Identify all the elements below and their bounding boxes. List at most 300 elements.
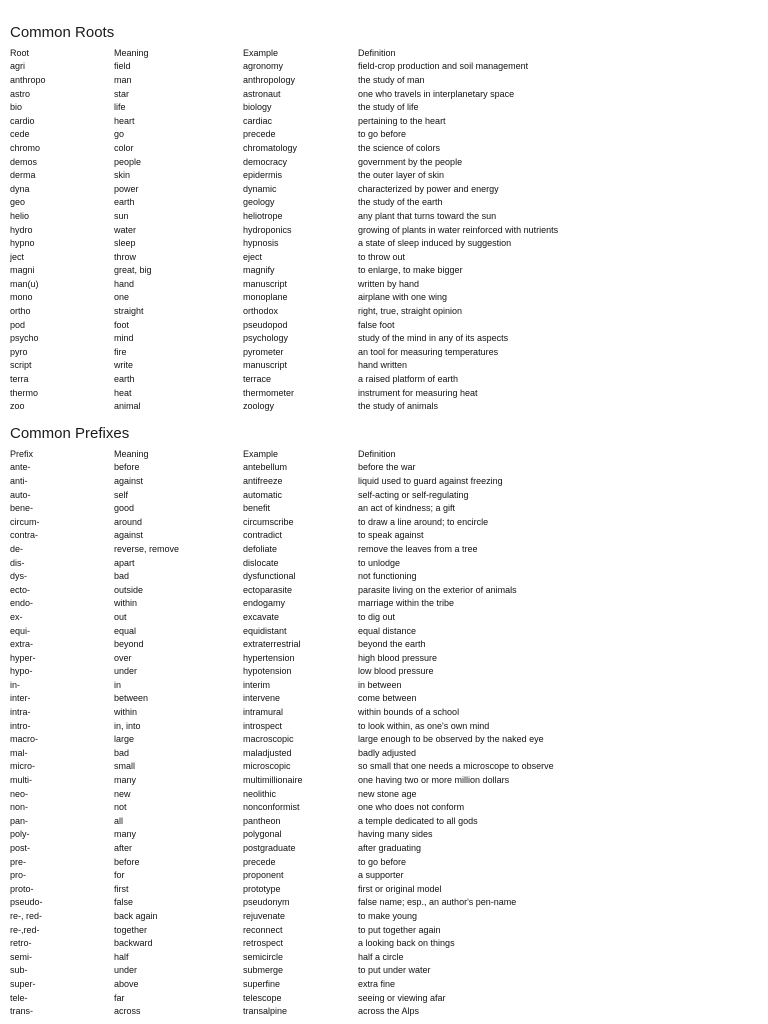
table-row <box>10 488 758 502</box>
cell-definition: the study of the earth <box>358 197 443 208</box>
cell-term: cede <box>10 129 30 140</box>
table-row <box>10 100 758 114</box>
table-row <box>10 168 758 182</box>
table-row <box>10 474 758 488</box>
cell-term: macro- <box>10 734 39 745</box>
cell-meaning: small <box>114 761 136 772</box>
cell-meaning: write <box>114 360 134 371</box>
cell-meaning: out <box>114 611 127 622</box>
table-row <box>10 529 758 543</box>
cell-term: circum- <box>10 516 40 527</box>
cell-meaning: above <box>114 978 139 989</box>
cell-meaning: over <box>114 652 132 663</box>
cell-definition: the study of life <box>358 102 419 113</box>
cell-definition: to put together again <box>358 924 441 935</box>
table-row <box>10 610 758 624</box>
cell-meaning: across <box>114 1006 141 1017</box>
cell-meaning: man <box>114 74 132 85</box>
table-row <box>10 1004 758 1018</box>
cell-definition: government by the people <box>358 156 463 167</box>
cell-meaning: bad <box>114 747 130 758</box>
table-row <box>10 909 758 923</box>
cell-meaning: field <box>114 61 131 72</box>
cell-meaning: against <box>114 530 144 541</box>
cell-term: pod <box>10 319 26 330</box>
cell-meaning: earth <box>114 197 135 208</box>
cell-term: dys- <box>10 571 28 582</box>
cell-definition: an act of kindness; a gift <box>358 503 456 514</box>
cell-meaning: under <box>114 965 138 976</box>
cell-definition: half a circle <box>358 951 404 962</box>
cell-term: pyro <box>10 346 28 357</box>
cell-term: re-, red- <box>10 910 43 921</box>
header-example: Example <box>243 448 279 459</box>
cell-definition: one who travels in interplanetary space <box>358 88 515 99</box>
cell-example: polygonal <box>243 829 282 840</box>
cell-meaning: sleep <box>114 238 136 249</box>
table-row <box>10 665 758 679</box>
cell-term: contra- <box>10 530 39 541</box>
cell-definition: extra fine <box>358 978 396 989</box>
cell-meaning: go <box>114 129 125 140</box>
table-row <box>10 814 758 828</box>
cell-meaning: self <box>114 489 129 500</box>
cell-term: chromo <box>10 142 41 153</box>
cell-term: retro- <box>10 938 32 949</box>
cell-example: retrospect <box>243 938 284 949</box>
table-row <box>10 936 758 950</box>
cell-example: excavate <box>243 611 280 622</box>
cell-meaning: new <box>114 788 131 799</box>
cell-meaning: back again <box>114 910 158 921</box>
header-definition: Definition <box>358 47 396 58</box>
cell-example: introspect <box>243 720 283 731</box>
table-row <box>10 345 758 359</box>
cell-example: zoology <box>243 401 275 412</box>
cell-definition: the science of colors <box>358 142 441 153</box>
cell-definition: before the war <box>358 462 416 473</box>
cell-term: bene- <box>10 503 34 514</box>
header-meaning: Meaning <box>114 448 149 459</box>
table-row <box>10 624 758 638</box>
cell-term: thermo <box>10 387 39 398</box>
cell-example: hypnosis <box>243 238 279 249</box>
cell-definition: having many sides <box>358 829 433 840</box>
cell-definition: to speak against <box>358 530 424 541</box>
cell-definition: to unlodge <box>358 557 401 568</box>
cell-example: extraterrestrial <box>243 639 301 650</box>
cell-meaning: star <box>114 88 130 99</box>
cell-example: prototype <box>243 883 281 894</box>
cell-meaning: straight <box>114 306 144 317</box>
table-row <box>10 950 758 964</box>
cell-example: macroscopic <box>243 734 294 745</box>
cell-example: contradict <box>243 530 283 541</box>
cell-meaning: before <box>114 462 140 473</box>
cell-term: pre- <box>10 856 27 867</box>
cell-example: defoliate <box>243 543 278 554</box>
prefixes-title: Common Prefixes <box>10 425 130 442</box>
cell-definition: to throw out <box>358 251 406 262</box>
prefixes-table-body <box>10 461 758 1018</box>
cell-meaning: in, into <box>114 720 141 731</box>
cell-example: eject <box>243 251 263 262</box>
cell-example: submerge <box>243 965 284 976</box>
cell-term: hyper- <box>10 652 36 663</box>
cell-meaning: not <box>114 802 127 813</box>
roots-section <box>10 24 758 413</box>
cell-example: benefit <box>243 503 271 514</box>
cell-term: ex- <box>10 611 23 622</box>
cell-definition: to put under water <box>358 965 431 976</box>
cell-example: antifreeze <box>243 475 283 486</box>
cell-meaning: skin <box>114 170 131 181</box>
cell-definition: any plant that turns toward the sun <box>358 210 497 221</box>
cell-term: agri <box>10 61 26 72</box>
cell-definition: to enlarge, to make bigger <box>358 265 463 276</box>
cell-term: equi- <box>10 625 31 636</box>
cell-term: poly- <box>10 829 30 840</box>
cell-example: precede <box>243 129 276 140</box>
cell-definition: liquid used to guard against freezing <box>358 475 503 486</box>
cell-definition: after graduating <box>358 843 422 854</box>
cell-definition: parasite living on the exterior of animals <box>358 584 517 595</box>
cell-example: terrace <box>243 374 272 385</box>
cell-example: geology <box>243 197 275 208</box>
cell-meaning: backward <box>114 938 153 949</box>
roots-title: Common Roots <box>10 24 115 41</box>
cell-meaning: false <box>114 897 134 908</box>
table-row <box>10 461 758 475</box>
table-row <box>10 855 758 869</box>
cell-example: pseudonym <box>243 897 290 908</box>
cell-term: de- <box>10 543 24 554</box>
cell-meaning: far <box>114 992 125 1003</box>
cell-term: script <box>10 360 32 371</box>
cell-definition: remove the leaves from a tree <box>358 543 478 554</box>
table-row <box>10 318 758 332</box>
cell-meaning: foot <box>114 319 130 330</box>
cell-term: psycho <box>10 333 39 344</box>
cell-term: hydro <box>10 224 33 235</box>
cell-meaning: life <box>114 102 126 113</box>
cell-term: trans- <box>10 1006 34 1017</box>
header-definition: Definition <box>358 448 396 459</box>
cell-example: microscopic <box>243 761 291 772</box>
cell-term: re-,red- <box>10 924 40 935</box>
table-row <box>10 583 758 597</box>
cell-term: endo- <box>10 598 34 609</box>
cell-meaning: together <box>114 924 148 935</box>
cell-definition: high blood pressure <box>358 652 438 663</box>
cell-definition: right, true, straight opinion <box>358 306 463 317</box>
table-row <box>10 236 758 250</box>
cell-example: precede <box>243 856 276 867</box>
cell-term: intro- <box>10 720 31 731</box>
table-row <box>10 196 758 210</box>
roots-header-row <box>10 46 758 60</box>
cell-term: helio <box>10 210 30 221</box>
cell-definition: to dig out <box>358 611 396 622</box>
cell-term: mal- <box>10 747 28 758</box>
cell-definition: the study of animals <box>358 401 439 412</box>
cell-definition: low blood pressure <box>358 666 434 677</box>
table-row <box>10 209 758 223</box>
cell-definition: written by hand <box>358 278 420 289</box>
table-row <box>10 73 758 87</box>
table-row <box>10 760 758 774</box>
cell-meaning: apart <box>114 557 135 568</box>
cell-term: anthropo <box>10 74 46 85</box>
table-row <box>10 331 758 345</box>
cell-meaning: one <box>114 292 130 303</box>
cell-example: antebellum <box>243 462 288 473</box>
cell-definition: field-crop production and soil management <box>358 61 529 72</box>
table-row <box>10 651 758 665</box>
cell-example: equidistant <box>243 625 287 636</box>
cell-definition: to go before <box>358 129 407 140</box>
cell-term: astro <box>10 88 31 99</box>
table-row <box>10 719 758 733</box>
cell-term: ante- <box>10 462 31 473</box>
cell-meaning: good <box>114 503 135 514</box>
cell-definition: self-acting or self-regulating <box>358 489 469 500</box>
cell-example: cardiac <box>243 115 273 126</box>
header-root: Root <box>10 47 30 58</box>
table-row <box>10 128 758 142</box>
cell-example: ectoparasite <box>243 584 293 595</box>
cell-example: orthodox <box>243 306 279 317</box>
cell-meaning: throw <box>114 251 137 262</box>
cell-meaning: after <box>114 843 133 854</box>
table-row <box>10 87 758 101</box>
cell-definition: characterized by power and energy <box>358 183 499 194</box>
table-row <box>10 692 758 706</box>
cell-term: hypo- <box>10 666 33 677</box>
cell-example: proponent <box>243 870 284 881</box>
cell-definition: in between <box>358 679 402 690</box>
cell-example: psychology <box>243 333 289 344</box>
cell-definition: large enough to be observed by the naked eye <box>358 734 544 745</box>
cell-term: terra <box>10 374 29 385</box>
cell-definition: false name; esp., an author's pen-name <box>358 897 517 908</box>
cell-definition: false foot <box>358 319 395 330</box>
cell-example: rejuvenate <box>243 910 286 921</box>
cell-example: thermometer <box>243 387 295 398</box>
table-row <box>10 569 758 583</box>
cell-meaning: equal <box>114 625 137 636</box>
cell-example: multimillionaire <box>243 775 303 786</box>
cell-definition: a looking back on things <box>358 938 455 949</box>
cell-term: dyna <box>10 183 30 194</box>
cell-meaning: fire <box>114 346 127 357</box>
table-row <box>10 746 758 760</box>
cell-example: dysfunctional <box>243 571 296 582</box>
cell-meaning: heat <box>114 387 132 398</box>
cell-example: neolithic <box>243 788 277 799</box>
cell-meaning: all <box>114 815 124 826</box>
cell-example: interim <box>243 679 271 690</box>
table-row <box>10 597 758 611</box>
cell-term: ject <box>10 251 25 262</box>
cell-definition: a raised platform of earth <box>358 374 459 385</box>
cell-definition: one who does not conform <box>358 802 465 813</box>
table-row <box>10 923 758 937</box>
cell-meaning: bad <box>114 571 130 582</box>
cell-definition: to make young <box>358 910 418 921</box>
cell-term: extra- <box>10 639 34 650</box>
cell-term: inter- <box>10 693 31 704</box>
table-row <box>10 896 758 910</box>
table-row <box>10 705 758 719</box>
cell-meaning: sun <box>114 210 129 221</box>
cell-meaning: many <box>114 775 137 786</box>
table-row <box>10 977 758 991</box>
cell-term: anti- <box>10 475 28 486</box>
cell-term: pro- <box>10 870 27 881</box>
cell-definition: a state of sleep induced by suggestion <box>358 238 512 249</box>
cell-example: intervene <box>243 693 281 704</box>
cell-definition: the outer layer of skin <box>358 170 445 181</box>
cell-meaning: against <box>114 475 144 486</box>
table-row <box>10 841 758 855</box>
header-meaning: Meaning <box>114 47 149 58</box>
table-row <box>10 223 758 237</box>
table-row <box>10 868 758 882</box>
cell-meaning: large <box>114 734 135 745</box>
cell-example: heliotrope <box>243 210 283 221</box>
cell-meaning: under <box>114 666 138 677</box>
cell-meaning: beyond <box>114 639 144 650</box>
cell-definition: beyond the earth <box>358 639 426 650</box>
cell-example: hydroponics <box>243 224 292 235</box>
table-row <box>10 882 758 896</box>
table-row <box>10 773 758 787</box>
table-row <box>10 556 758 570</box>
cell-term: zoo <box>10 401 25 412</box>
cell-example: endogamy <box>243 598 286 609</box>
cell-definition: equal distance <box>358 625 417 636</box>
cell-definition: not functioning <box>358 571 417 582</box>
cell-term: bio <box>10 102 23 113</box>
cell-example: magnify <box>243 265 275 276</box>
cell-definition: within bounds of a school <box>358 707 460 718</box>
cell-definition: to go before <box>358 856 407 867</box>
cell-meaning: power <box>114 183 139 194</box>
table-row <box>10 304 758 318</box>
cell-definition: pertaining to the heart <box>358 115 446 126</box>
cell-definition: instrument for measuring heat <box>358 387 478 398</box>
cell-meaning: water <box>114 224 137 235</box>
cell-meaning: heart <box>114 115 135 126</box>
cell-term: non- <box>10 802 29 813</box>
header-prefix: Prefix <box>10 448 34 459</box>
table-row <box>10 60 758 74</box>
table-row <box>10 800 758 814</box>
cell-term: tele- <box>10 992 28 1003</box>
table-row <box>10 359 758 373</box>
cell-meaning: between <box>114 693 149 704</box>
table-row <box>10 114 758 128</box>
table-row <box>10 141 758 155</box>
cell-example: pyrometer <box>243 346 284 357</box>
cell-definition: marriage within the tribe <box>358 598 455 609</box>
cell-term: multi- <box>10 775 32 786</box>
cell-example: dynamic <box>243 183 277 194</box>
table-row <box>10 399 758 413</box>
cell-definition: seeing or viewing afar <box>358 992 446 1003</box>
cell-example: biology <box>243 102 272 113</box>
cell-term: hypno <box>10 238 35 249</box>
cell-term: magni <box>10 265 35 276</box>
cell-example: postgraduate <box>243 843 296 854</box>
cell-meaning: around <box>114 516 143 527</box>
cell-example: epidermis <box>243 170 283 181</box>
table-row <box>10 250 758 264</box>
cell-term: micro- <box>10 761 35 772</box>
cell-meaning: great, big <box>114 265 152 276</box>
table-row <box>10 386 758 400</box>
cell-term: intra- <box>10 707 31 718</box>
table-row <box>10 542 758 556</box>
cell-term: neo- <box>10 788 29 799</box>
cell-example: astronaut <box>243 88 281 99</box>
cell-example: hypertension <box>243 652 295 663</box>
cell-meaning: within <box>114 598 138 609</box>
cell-definition: new stone age <box>358 788 417 799</box>
roots-table-body <box>10 60 758 413</box>
cell-term: cardio <box>10 115 35 126</box>
cell-term: ortho <box>10 306 31 317</box>
table-row <box>10 515 758 529</box>
cell-definition: a temple dedicated to all gods <box>358 815 478 826</box>
cell-definition: an tool for measuring temperatures <box>358 346 499 357</box>
cell-example: telescope <box>243 992 282 1003</box>
cell-example: agronomy <box>243 61 284 72</box>
cell-example: anthropology <box>243 74 296 85</box>
cell-example: pantheon <box>243 815 281 826</box>
cell-definition: a supporter <box>358 870 404 881</box>
cell-example: automatic <box>243 489 283 500</box>
cell-example: semicircle <box>243 951 284 962</box>
cell-example: maladjusted <box>243 747 292 758</box>
cell-term: geo <box>10 197 26 208</box>
cell-term: proto- <box>10 883 34 894</box>
cell-example: manuscript <box>243 278 288 289</box>
cell-meaning: many <box>114 829 137 840</box>
cell-meaning: within <box>114 707 138 718</box>
cell-definition: the study of man <box>358 74 425 85</box>
table-row <box>10 787 758 801</box>
cell-term: auto- <box>10 489 31 500</box>
prefixes-header-row <box>10 447 758 461</box>
cell-term: dis- <box>10 557 25 568</box>
cell-term: post- <box>10 843 31 854</box>
cell-definition: to look within, as one's own mind <box>358 720 490 731</box>
cell-meaning: earth <box>114 374 135 385</box>
cell-example: hypotension <box>243 666 292 677</box>
cell-meaning: reverse, remove <box>114 543 180 554</box>
cell-definition: first or original model <box>358 883 442 894</box>
cell-definition: to draw a line around; to encircle <box>358 516 489 527</box>
cell-meaning: first <box>114 883 129 894</box>
cell-meaning: before <box>114 856 140 867</box>
cell-definition: so small that one needs a microscope to observe <box>358 761 554 772</box>
cell-definition: across the Alps <box>358 1006 420 1017</box>
cell-meaning: for <box>114 870 125 881</box>
table-row <box>10 277 758 291</box>
table-row <box>10 678 758 692</box>
